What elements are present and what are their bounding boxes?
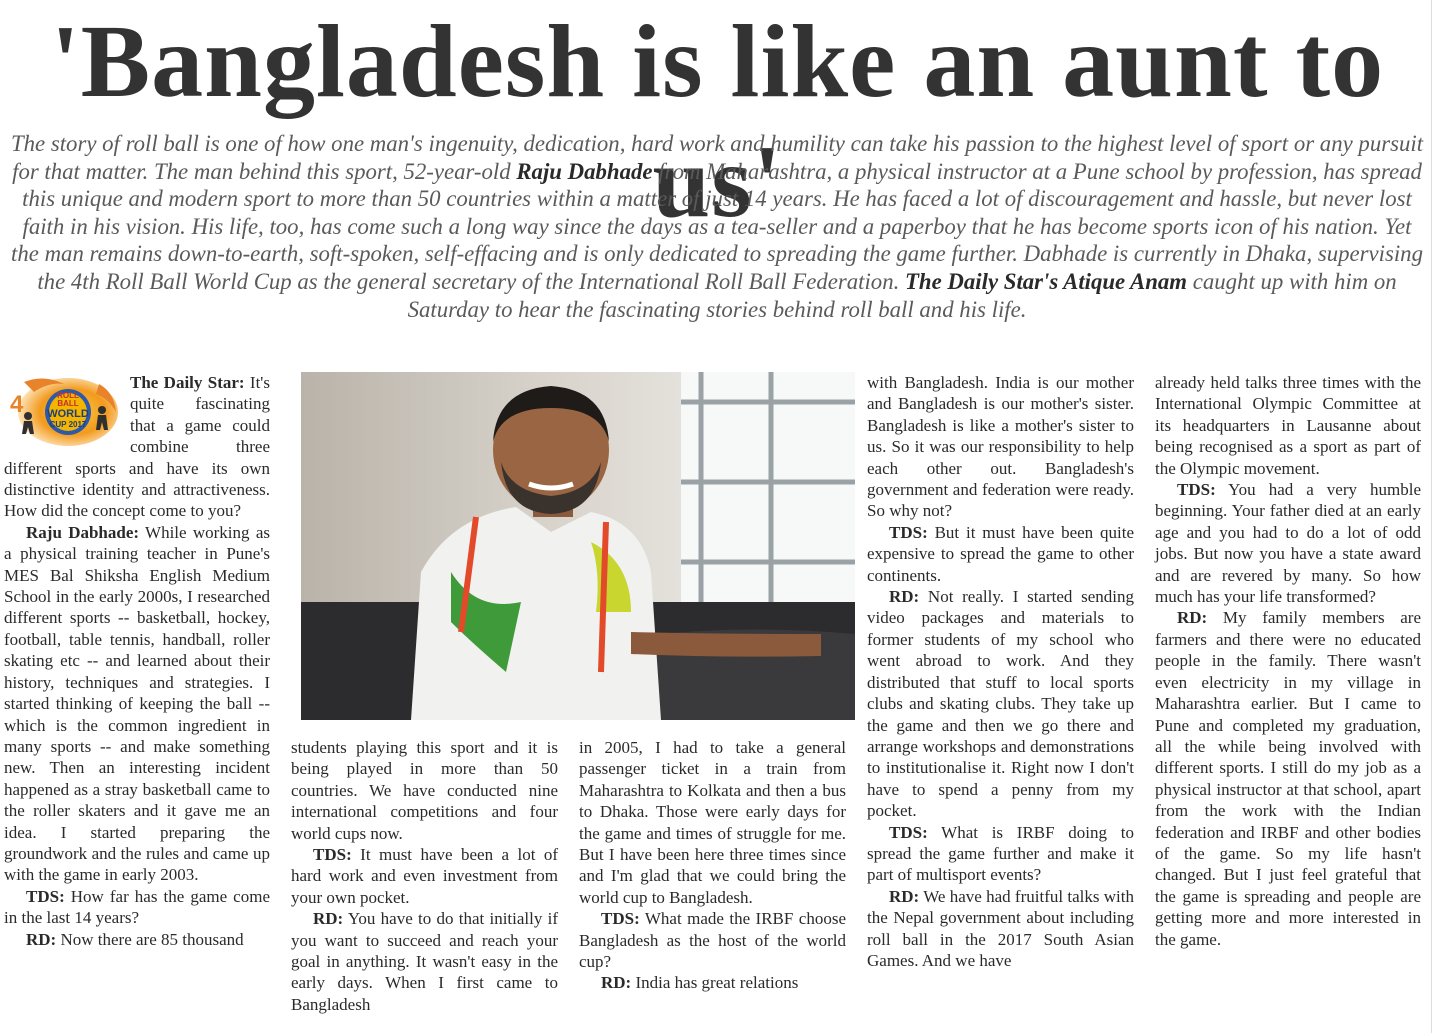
- byline: The Daily Star's Atique Anam: [905, 268, 1188, 294]
- logo-line-3: WORLD: [47, 408, 89, 420]
- answer-5: [867, 586, 1134, 821]
- column-3: [579, 737, 846, 994]
- speaker-label: TDS:: [889, 822, 928, 842]
- answer-2-continued: [291, 737, 558, 844]
- speaker-label: The Daily Star:: [130, 373, 245, 392]
- speaker-label: TDS:: [26, 886, 65, 906]
- answer-text: with Bangladesh. India is our mother and Bangladesh is our mother's sister. Bangladesh is like a mother's sister to us. So it was our responsibility to help each other out. Bangladesh's government and federation were ready. So why not?: [867, 373, 1134, 521]
- roll-ball-world-cup-logo: [4, 372, 122, 450]
- question-2: [4, 886, 270, 929]
- speaker-label: TDS:: [601, 909, 640, 929]
- answer-text: India has great relations: [631, 973, 799, 993]
- raju-dabhade-portrait-photo: [301, 372, 855, 720]
- speaker-label: RD:: [1177, 608, 1208, 628]
- answer-text: Now there are 85 thousand: [56, 929, 244, 949]
- speaker-label: TDS:: [1177, 480, 1216, 500]
- speaker-label: RD:: [313, 909, 344, 929]
- answer-text: While working as a physical training teacher in Pune's MES Bal Shiksha English Medium School in the early 2000s, I researched different sports -- basketball, hockey, football, table tennis, handball, roller skating etc -- and learned about their history, techniques and strategies. I started thinking of keeping the ball -- which is the common ingredient in many sports -- and make something new. Then an interesting incident happened as a stray basketball came to the roller skaters and it gave me an idea. I started preparing the groundwork and the rules and came up with the game in early 2003.: [4, 522, 270, 885]
- answer-text: We have had fruitful talks with the Nepal government about including roll ball in the 2017 South Asian Games. And we have: [867, 886, 1134, 970]
- speaker-label: RD:: [889, 587, 920, 607]
- speaker-label: RD:: [26, 929, 57, 949]
- answer-text: My family members are farmers and there were no educated people in the family. There wasn't even electricity in my village in Maharashtra earlier. But I came to Pune and completed my graduation, all the while being involved with different sports. I still do my job as a physical instructor at that school, apart from the work with the Indian federation and IRBF and other bodies of the game. So my life hasn't changed. But I just feel grateful that the game is spreading and people are getting more and more interested in the game.: [1155, 608, 1421, 949]
- question-text: What is IRBF doing to spread the game further and make it part of multisport events?: [867, 822, 1134, 885]
- answer-1: [4, 522, 270, 886]
- headline: 'Bangladesh is like an aunt to us': [50, 4, 1385, 239]
- column-5: [1155, 372, 1421, 950]
- answer-6-start: [867, 886, 1134, 972]
- question-text: You had a very humble beginning. Your father died at an early age and you had to do a lot of odd jobs. But now you have a state award and are revered by many. So how much has your life transformed?: [1155, 480, 1421, 607]
- interviewee-name: Raju Dabhade: [516, 158, 653, 184]
- question-5: [867, 522, 1134, 586]
- question-text: What made the IRBF choose Bangladesh as the host of the world cup?: [579, 909, 846, 972]
- portrait-illustration: [301, 372, 855, 720]
- question-6: [867, 822, 1134, 886]
- answer-3-start: [291, 908, 558, 1015]
- question-4: [579, 908, 846, 972]
- column-2: [291, 737, 558, 1015]
- column-4: [867, 372, 1134, 971]
- answer-text: students playing this sport and it is being played in more than 50 countries. We have conducted nine international competitions and four world cups now.: [291, 738, 558, 843]
- intro-text-1: The story of roll ball is one of how one man's ingenuity, dedication, hard work and humility can take his passion to the highest level of sport or any pursuit for that matter. The man behind this sport, 52-year-old: [10, 131, 1424, 184]
- answer-4-start: [579, 972, 846, 993]
- speaker-label: TDS:: [889, 522, 928, 542]
- question-text: But it must have been quite expensive to spread the game to other continents.: [867, 522, 1134, 585]
- question-3: [291, 844, 558, 908]
- answer-3-continued: [579, 737, 846, 908]
- logo-number: 4: [10, 391, 24, 418]
- speaker-label: RD:: [601, 973, 632, 993]
- question-text: It must have been a lot of hard work and even investment from your own pocket.: [291, 845, 558, 907]
- answer-text: in 2005, I had to take a general passenger ticket in a train from Maharashtra to Kolkata and then a bus to Dhaka. Those were early days for the game and times of struggle for me. But I have been here three times since and I'm glad that we could bring the world cup to Bangladesh.: [579, 738, 846, 907]
- intro-paragraph: [8, 130, 1426, 323]
- answer-6-continued: [1155, 372, 1421, 479]
- column-1: [4, 372, 270, 950]
- intro-text-2: from Maharashtra, a physical instructor at a Pune school by profession, has spread this unique and modern sport to more than 50 countries within a matter of just 14 years. He has faced a lot of discouragement and hassle, but never lost faith in his vision. His life, too, has come such a long way since the days as a tea-seller and a paperboy that he has become sports icon of his nation. Yet the man remains down-to-earth, soft-spoken, self-effacing and is only dedicated to spreading the game further. Dabhade is currently in Dhaka, supervising the 4th Roll Ball World Cup as the general secretary of the International Roll Ball Federation.: [11, 158, 1423, 294]
- intro-text-3: caught up with him on Saturday to hear the fascinating stories behind roll ball and his life.: [407, 268, 1397, 322]
- logo-line-4: CUP 2017: [49, 420, 87, 429]
- logo-line-2: BALL: [57, 399, 79, 408]
- question-text: It's quite fascinating that a game could combine three different sports and have its own distinctive identity and attractiveness. How did the concept come to you?: [4, 373, 270, 521]
- answer-text: already held talks three times with the International Olympic Committee at its headquarters in Lausanne about being recognised as a sport as part of the Olympic movement.: [1155, 373, 1421, 478]
- speaker-label: RD:: [889, 886, 920, 906]
- page-edge-divider: [1431, 0, 1432, 1033]
- answer-text: Not really. I started sending video packages and materials to former students of my school who went abroad to work. And they distributed that stuff to local sports clubs and skating clubs. They take up the game and then we go there and arrange workshops and demonstrations to institutionalise it. Right now I don't have to spend a penny from my pocket.: [867, 587, 1134, 821]
- answer-4-continued: [867, 372, 1134, 522]
- question-7: [1155, 479, 1421, 607]
- logo-line-1: ROLL: [57, 391, 79, 400]
- speaker-label: Raju Dabhade:: [26, 522, 140, 542]
- answer-2-start: [4, 929, 270, 950]
- speaker-label: TDS:: [313, 845, 352, 865]
- question-text: How far has the game come in the last 14 years?: [4, 886, 270, 928]
- answer-7: [1155, 607, 1421, 950]
- answer-text: You have to do that initially if you want to succeed and reach your goal in anything. It wasn't easy in the early days. When I first came to Bangladesh: [291, 909, 558, 1014]
